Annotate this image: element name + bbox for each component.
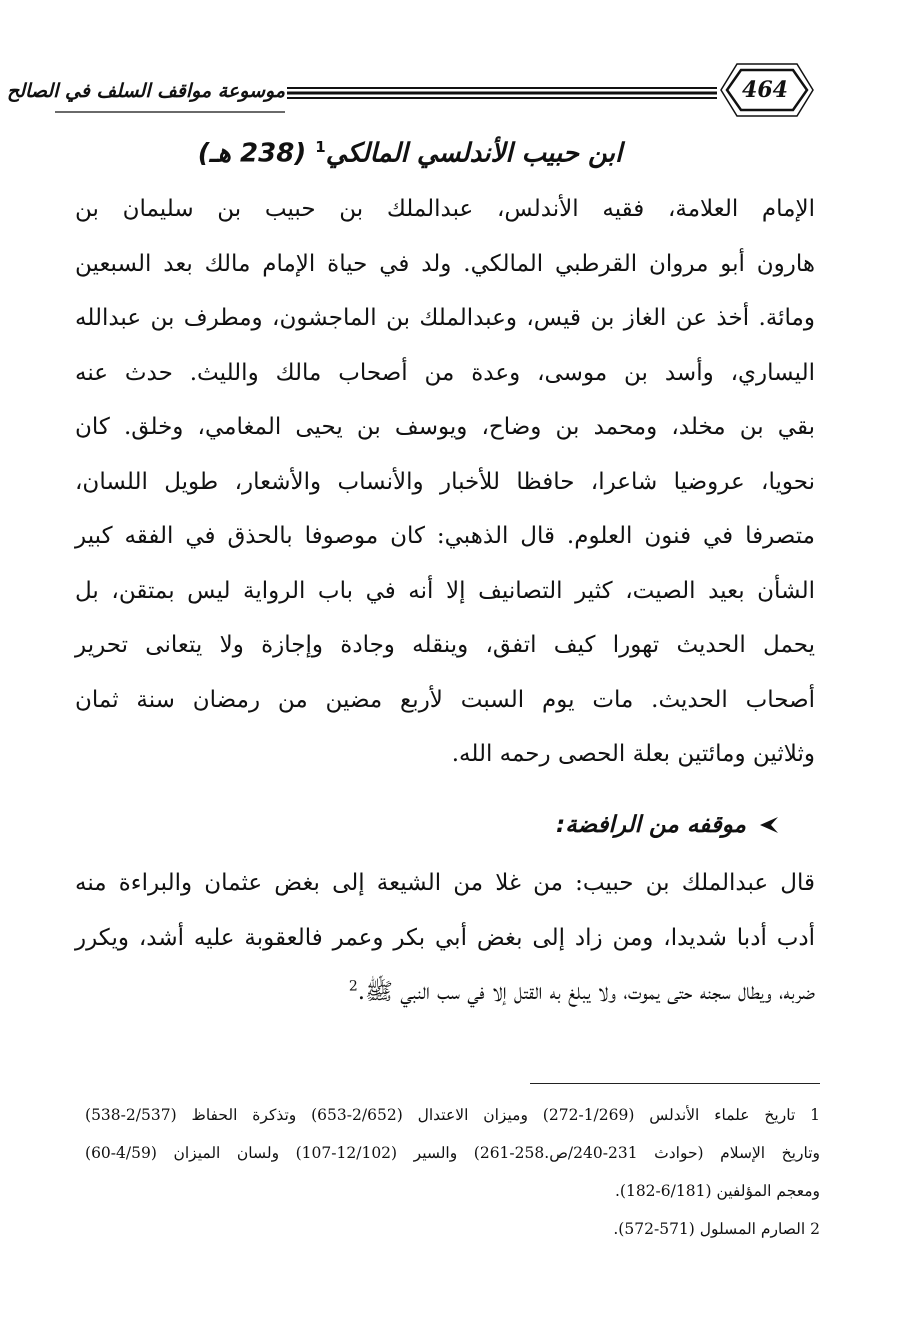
page-number: 464 (742, 77, 788, 103)
text-line: متصرفا في فنون العلوم. قال الذهبي: كان موصوفا بالحذق في الفقه كبير (75, 523, 815, 549)
text-line: بقي بن مخلد، ومحمد بن وضاح، ويوسف بن يحيى المغامي، وخلق. كان (75, 414, 815, 440)
footnote-line: ومعجم المؤلفين (6/181-182). (614, 1182, 820, 1200)
footnote-ref: 2 (348, 978, 358, 995)
text-line: هارون أبو مروان القرطبي المالكي. ولد في حياة الإمام مالك بعد السبعين (75, 250, 815, 277)
text-line: أدب أدبا شديدا، ومن زاد إلى بغض أبي بكر وعمر فالعقوبة عليه أشد، ويكرر (75, 924, 815, 951)
biography-paragraph (75, 182, 815, 782)
text-line (75, 965, 815, 1020)
footnote-separator (530, 1083, 820, 1084)
text-line: قال عبدالملك بن حبيب: من غلا من الشيعة إلى بغض عثمان والبراءة منه (75, 870, 815, 896)
section-heading (420, 800, 780, 850)
text-line: أصحاب الحديث. مات يوم السبت لأربع مضين من رمضان سنة ثمان (75, 686, 815, 713)
footnote-line: 1 تاريخ علماء الأندلس (1/269-272) وميزان الاعتدال (2/652-653) وتذكرة الحفاظ (2/537-538) (85, 1106, 820, 1124)
text-line: الشأن بعيد الصيت، كثير التصانيف إلا أنه في باب الرواية ليس بمتقن، بل (75, 577, 815, 604)
text-line: الإمام العلامة، فقيه الأندلس، عبدالملك بن حبيب بن سليمان بن (75, 196, 815, 222)
footnote-line: 2 الصارم المسلول (571-572). (613, 1220, 820, 1238)
entry-name: ابن حبيب الأندلسي المالكي (325, 138, 623, 169)
text-line: وثلاثين ومائتين بعلة الحصى رحمه الله. (451, 741, 815, 767)
entry-footnote-ref: 1 (315, 138, 326, 156)
running-book-title: موسوعة مواقف السلف في الصالح (6, 80, 285, 102)
arrowhead-bullet-icon (758, 815, 780, 835)
entry-title (190, 120, 630, 174)
footnote-line: وتاريخ الإسلام (حوادث 231-240/ص.258-261) والسير (12/102-107) ولسان الميزان (4/59-60) (85, 1144, 820, 1162)
text-line: ومائة. أخذ عن الغاز بن قيس، وعبدالملك بن الماجشون، ومطرف بن عبدالله (75, 305, 815, 331)
section-heading-text: موقفه من الرافضة: (556, 812, 746, 838)
text-line: يحمل الحديث تهورا كيف اتفق، وينقله وجادة وإجازة ولا يتعانى تحرير (75, 632, 815, 658)
text-line: اليساري، وأسد بن موسى، وعدة من أصحاب مالك والليث. حدث عنه (75, 359, 815, 386)
text-line-content: ضربه، ويطال سجنه حتى يموت، ولا يبلغ به القتل إلا في سب النبي ﷺ. (357, 979, 815, 1005)
footnotes (85, 1096, 820, 1248)
entry-death-date: (238 هـ) (197, 138, 307, 169)
stance-paragraph (75, 856, 815, 1020)
text-line: نحويا، عروضيا شاعرا، حافظا للأخبار والأنساب والأشعار، طويل اللسان، (75, 468, 815, 495)
